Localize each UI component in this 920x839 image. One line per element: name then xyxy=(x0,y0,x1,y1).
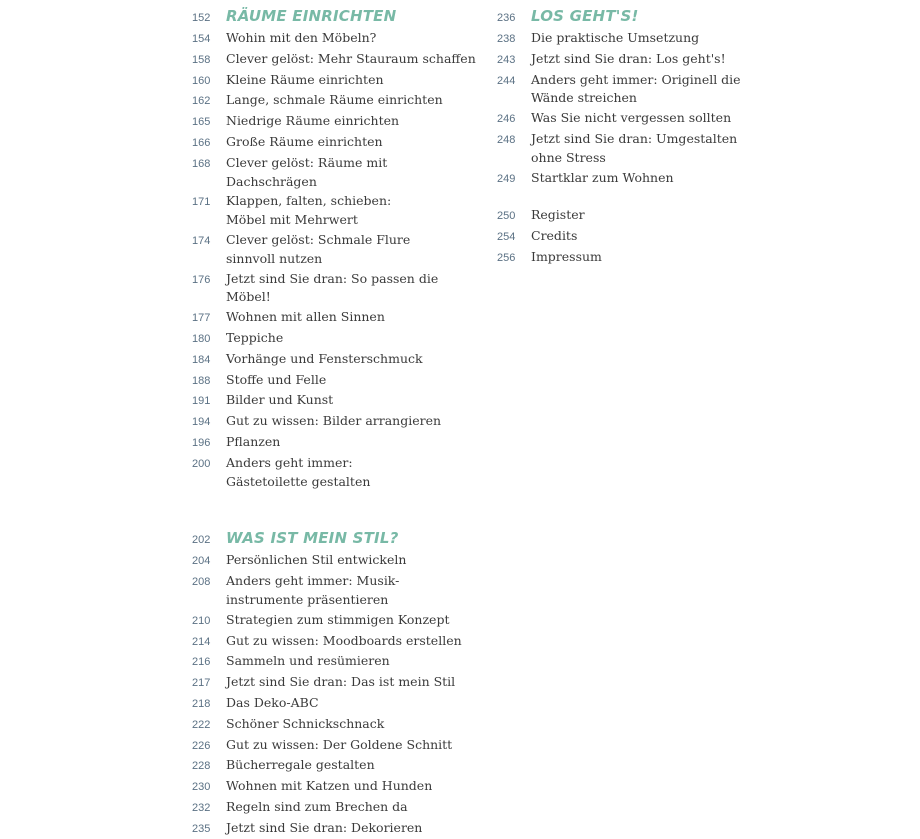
toc-entry-credits[interactable] xyxy=(497,227,747,247)
toc-entry[interactable] xyxy=(497,50,747,70)
page-number: 246 xyxy=(497,113,516,126)
toc-entry[interactable] xyxy=(192,673,482,693)
entry-title: Gut zu wissen: Moodboards erstellen xyxy=(226,632,462,648)
page-number: 200 xyxy=(192,457,211,470)
page-number: 235 xyxy=(192,822,211,835)
entry-title: Anders geht immer: Musik- instrumente präsentieren xyxy=(226,573,400,607)
toc-entry[interactable] xyxy=(192,715,482,735)
toc-entry[interactable] xyxy=(497,130,747,168)
page-number: 191 xyxy=(192,395,211,408)
section-heading[interactable] xyxy=(497,6,747,28)
entry-title: Klappen, falten, schieben: Möbel mit Mehrwert xyxy=(226,193,392,228)
page-number: 196 xyxy=(192,436,211,449)
entry-title: Das Deko-ABC xyxy=(226,694,319,710)
entry-title: Anders geht immer: Originell die Wände streichen xyxy=(531,71,741,106)
page-number: 176 xyxy=(192,273,211,286)
page-number: 214 xyxy=(192,635,211,648)
entry-title: Clever gelöst: Räume mit Dachschrägen xyxy=(226,154,388,189)
toc-entry[interactable] xyxy=(192,798,482,818)
toc-entry[interactable] xyxy=(192,329,482,349)
entry-title: Jetzt sind Sie dran: Umgestalten ohne Stress xyxy=(531,130,738,165)
toc-entry[interactable] xyxy=(192,50,482,70)
page-number: 222 xyxy=(192,718,211,731)
toc-entry[interactable] xyxy=(192,551,482,571)
entry-title: Startklar zum Wohnen xyxy=(531,169,674,185)
page-number: 216 xyxy=(192,656,211,669)
page-number: 174 xyxy=(192,234,211,247)
page-number: 226 xyxy=(192,739,211,752)
page-number: 248 xyxy=(497,133,516,146)
entry-title: Jetzt sind Sie dran: Los geht's! xyxy=(531,50,726,66)
entry-title: Gut zu wissen: Der Goldene Schnitt xyxy=(226,736,453,752)
toc-entry[interactable] xyxy=(192,572,482,610)
toc-entry[interactable] xyxy=(192,391,482,411)
toc-entry[interactable] xyxy=(192,412,482,432)
toc-entry[interactable] xyxy=(192,652,482,672)
toc-entry[interactable] xyxy=(192,371,482,391)
entry-title: Was Sie nicht vergessen sollten xyxy=(531,110,732,126)
entry-title: Schöner Schnickschnack xyxy=(226,715,385,731)
toc-entry[interactable] xyxy=(192,736,482,756)
page-number: 160 xyxy=(192,74,211,87)
page-number: 158 xyxy=(192,53,211,66)
toc-entry[interactable] xyxy=(192,192,482,230)
toc-entry[interactable] xyxy=(192,611,482,631)
toc-entry[interactable] xyxy=(192,112,482,132)
page-number: 204 xyxy=(192,555,211,568)
page-number: 188 xyxy=(192,374,211,387)
section-title: WAS IST MEIN STIL? xyxy=(226,529,399,548)
page-number: 152 xyxy=(192,12,211,24)
page-number: 180 xyxy=(192,332,211,345)
toc-entry[interactable] xyxy=(192,819,482,839)
toc-entry[interactable] xyxy=(192,632,482,652)
entry-title: Jetzt sind Sie dran: Dekorieren xyxy=(226,819,423,835)
page-number: 210 xyxy=(192,614,211,627)
toc-entry[interactable] xyxy=(192,29,482,49)
toc-entry[interactable] xyxy=(192,777,482,797)
page-number: 256 xyxy=(497,251,516,264)
toc-entry[interactable] xyxy=(192,454,482,492)
entry-title: Jetzt sind Sie dran: So passen die Möbel! xyxy=(226,270,439,305)
page-number: 154 xyxy=(192,33,211,45)
entry-title: Impressum xyxy=(531,248,602,264)
entry-title: Lange, schmale Räume einrichten xyxy=(226,92,443,108)
page-number: 165 xyxy=(192,116,211,129)
entry-title: Credits xyxy=(531,228,578,244)
page-number: 177 xyxy=(192,312,211,325)
page-number: 171 xyxy=(192,196,211,209)
page-number: 228 xyxy=(192,760,211,773)
page-number: 166 xyxy=(192,136,211,149)
toc-entry[interactable] xyxy=(497,169,747,189)
entry-title: Wohnen mit Katzen und Hunden xyxy=(226,778,433,794)
entry-title: Kleine Räume einrichten xyxy=(226,71,384,87)
section-spacer xyxy=(192,492,482,528)
page-number: 243 xyxy=(497,53,516,66)
entry-title: Teppiche xyxy=(226,329,284,345)
toc-right-column xyxy=(497,6,747,269)
entry-title: Niedrige Räume einrichten xyxy=(226,113,400,129)
toc-entry-register[interactable] xyxy=(497,206,747,226)
page-number: 184 xyxy=(192,353,211,366)
page-number: 236 xyxy=(497,12,516,24)
entry-title: Sammeln und resümieren xyxy=(226,653,390,669)
entry-title: Gut zu wissen: Bilder arrangieren xyxy=(226,413,442,429)
section-heading[interactable] xyxy=(192,528,482,550)
entry-title: Register xyxy=(531,207,585,223)
entry-title: Jetzt sind Sie dran: Das ist mein Stil xyxy=(226,674,456,690)
toc-entry[interactable] xyxy=(192,154,482,192)
page-number: 168 xyxy=(192,157,211,170)
entry-title: Clever gelöst: Mehr Stauraum schaffen xyxy=(226,50,476,66)
toc-entry[interactable] xyxy=(192,91,482,111)
toc-entry[interactable] xyxy=(192,133,482,153)
entry-title: Anders geht immer: Gästetoilette gestalten xyxy=(226,454,371,489)
page-number: 250 xyxy=(497,210,516,223)
toc-entry[interactable] xyxy=(192,433,482,453)
toc-entry[interactable] xyxy=(192,694,482,714)
page-number: 238 xyxy=(497,33,516,45)
page-number: 232 xyxy=(192,801,211,814)
section-title: LOS GEHT'S! xyxy=(531,7,639,25)
page-number: 218 xyxy=(192,697,211,710)
toc-entry[interactable] xyxy=(497,109,747,129)
entry-title: Bücherregale gestalten xyxy=(226,757,375,773)
page-number: 249 xyxy=(497,172,516,185)
page-number: 217 xyxy=(192,677,211,690)
entry-title: Die praktische Umsetzung xyxy=(531,30,700,45)
page-number: 244 xyxy=(497,74,516,87)
toc-left-column xyxy=(192,6,482,839)
entry-title: Bilder und Kunst xyxy=(226,392,334,408)
entry-title: Große Räume einrichten xyxy=(226,133,383,149)
page-number: 254 xyxy=(497,231,516,244)
toc-entry[interactable] xyxy=(192,308,482,328)
toc-entry[interactable] xyxy=(192,231,482,269)
page-number: 208 xyxy=(192,576,211,589)
page-number: 230 xyxy=(192,781,211,794)
entry-title: Wohin mit den Möbeln? xyxy=(226,30,377,45)
page-number: 194 xyxy=(192,416,211,429)
toc-entry[interactable] xyxy=(192,71,482,91)
section-title: RÄUME EINRICHTEN xyxy=(226,7,397,25)
page-number: 202 xyxy=(192,534,211,547)
page-number: 162 xyxy=(192,95,211,108)
toc-entry-impressum[interactable] xyxy=(497,248,747,268)
entry-title: Stoffe und Felle xyxy=(226,371,327,387)
toc-entry[interactable] xyxy=(497,71,747,109)
entry-title: Pflanzen xyxy=(226,433,281,449)
toc-entry[interactable] xyxy=(192,756,482,776)
entry-title: Vorhänge und Fensterschmuck xyxy=(226,350,423,366)
section-heading[interactable] xyxy=(192,6,482,28)
section-spacer xyxy=(497,189,747,206)
entry-title: Persönlichen Stil entwickeln xyxy=(226,552,407,568)
toc-entry[interactable] xyxy=(497,29,747,49)
toc-entry[interactable] xyxy=(192,270,482,308)
entry-title: Regeln sind zum Brechen da xyxy=(226,798,408,814)
entry-title: Clever gelöst: Schmale Flure sinnvoll nutzen xyxy=(226,231,411,266)
toc-entry[interactable] xyxy=(192,350,482,370)
entry-title: Strategien zum stimmigen Konzept xyxy=(226,611,450,627)
entry-title: Wohnen mit allen Sinnen xyxy=(226,309,385,325)
